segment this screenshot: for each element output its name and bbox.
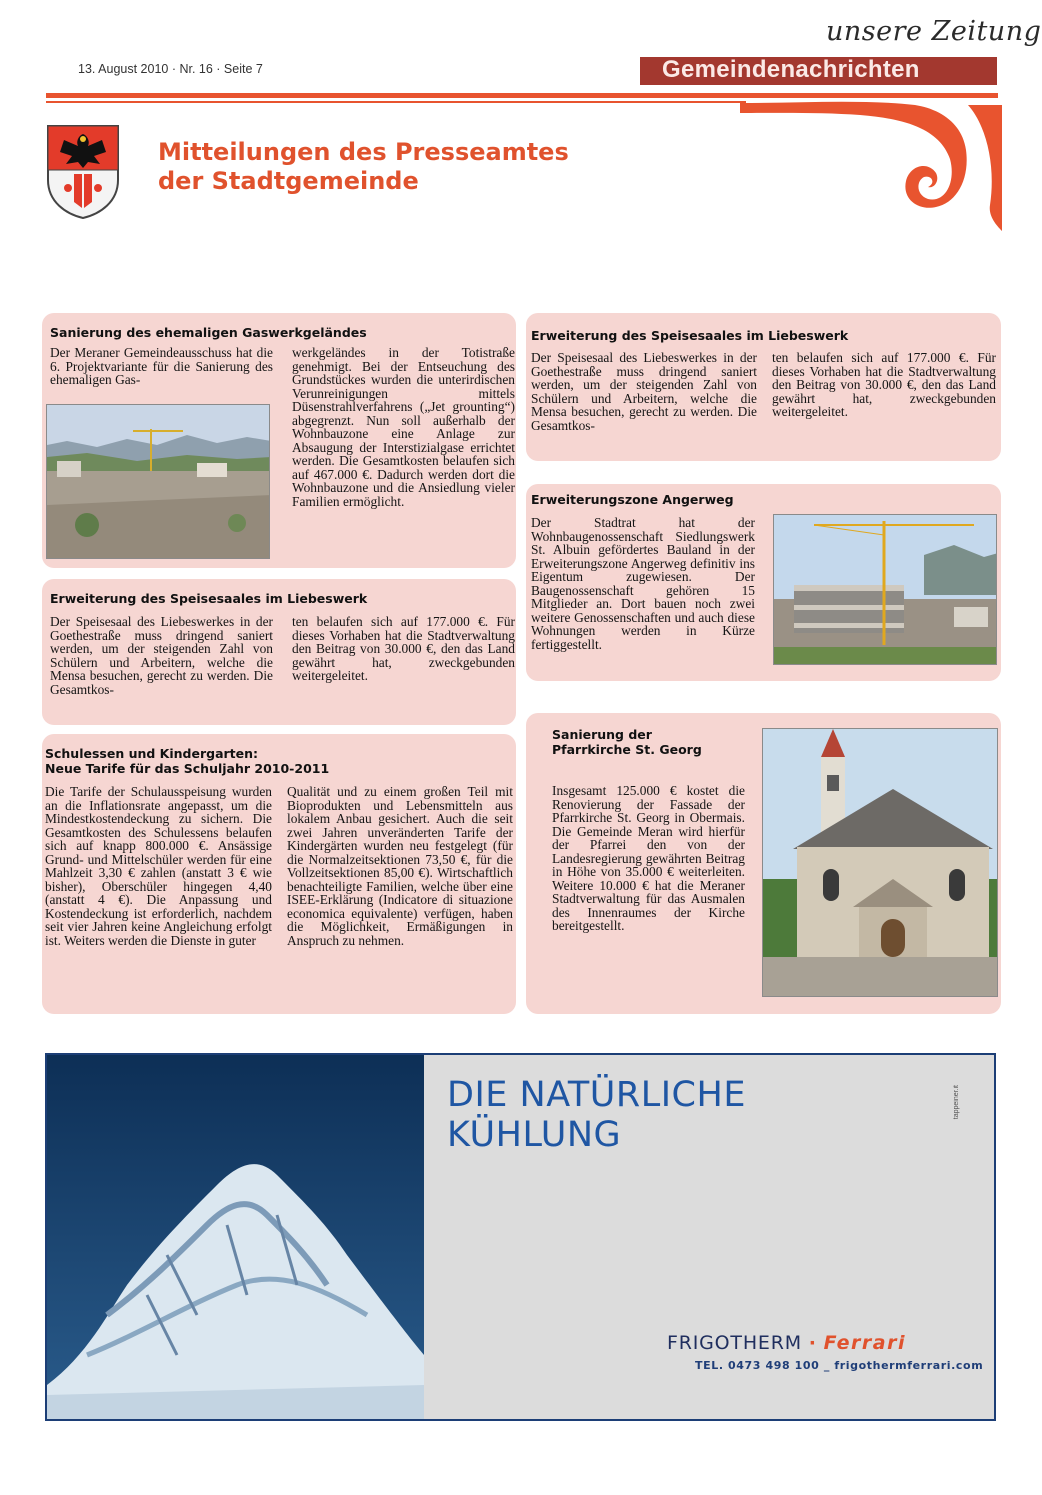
article-angerweg [526, 484, 1001, 681]
article-pfarrkirche [526, 713, 1001, 1014]
ad-company-logo [667, 1332, 906, 1354]
article-column-1: Die Tarife der Schulausspeisung wurden an die Inflationsrate angepasst, um die Mindestkostendeckung zu sichern. Die Gesamtkosten des Schulessens belaufen sich auf knapp 800.000 €. Ansässige Grund- und Mittelschüler werden für eine Mahlzeit 3,30 € zahlen (anstatt 3 € wie bisher), Oberschüler hingegen 4,40 (anstatt 4 €). Die Anpassung und Kostendeckung ist erforderlich, nachdem seit vier Jahren keine Angleichung erfolgt ist. Weiters werden die Dienste in guter [45, 784, 272, 948]
article-title [552, 727, 702, 757]
article-speisesaal-right [526, 313, 1001, 461]
gaswerk-site-photo [46, 404, 270, 559]
ad-headline-line1: DIE NATÜRLICHE [447, 1075, 746, 1115]
ad-agency-credit: tappeiner.it [953, 1085, 960, 1120]
merano-coat-of-arms-icon [44, 122, 122, 220]
pfarrkirche-church-photo [762, 728, 998, 997]
angerweg-construction-photo [773, 514, 997, 665]
ad-company-separator: · [808, 1332, 817, 1354]
article-column-2: ten belaufen sich auf 177.000 €. Für dieses Vorhaben hat die Stadtverwaltung den Beitrag von 30.000 €, den das Land gewährt hat, zweckgebunden weitergeleitet. [292, 614, 515, 683]
article-gaswerk [42, 313, 516, 568]
article-title [45, 746, 329, 776]
ad-company-name-part2: Ferrari [823, 1332, 906, 1354]
article-column-2: werkgeländes in der Totistraße genehmigt. Bei der Entseuchung des Grundstückes wurden die unterirdischen Verunreinigungen mittels Düsenstrahlverfahrens („Jet grounting“) abgegrenzt. Nun soll außerhalb der Wohnbauzone eine Anlage zur Absaugung der Interstizialgase errichtet werden. Die Gesamtkosten belaufen sich auf 467.000 €. Dadurch werden dort die Wohnbauzone und die Ansiedlung vieler Familien ermöglicht. [292, 345, 515, 509]
article-column-1: Der Speisesaal des Liebeswerkes in der Goethestraße muss dringend saniert werden, um der steigenden Zahl von Schülern und Arbeitern, welche die Mensa besuchen, gerecht zu werden. Die Gesamtkos- [531, 350, 757, 433]
article-title: Erweiterungszone Angerweg [531, 492, 734, 507]
newspaper-brand-logo: unsere Zeitung [826, 16, 1042, 47]
ad-glacier-mountain-image [47, 1055, 424, 1419]
article-title: Erweiterung des Speisesaales im Liebeswerk [531, 328, 849, 343]
decorative-swirl-icon [740, 95, 1002, 235]
article-column-1: Der Meraner Gemeindeausschuss hat die 6. Projektvariante für die Sanierung des ehemaligen Gas- [50, 345, 273, 387]
section-label: Gemeindenachrichten [662, 56, 920, 83]
article-title: Sanierung des ehemaligen Gaswerkgeländes [50, 325, 367, 340]
ad-headline-line2: KÜHLUNG [447, 1115, 622, 1155]
page-title-line2: der Stadtgemeinde [158, 167, 419, 195]
article-column-2: Qualität und zu einem großen Teil mit Bioprodukten und Lebensmitteln aus lokalem Anbau gesichert. Auch die seit zwei Jahren unveränderten Tarife der Kindergärten wurden neu festgelegt (für die Normalzeitsektionen 73,50 €, für die Vollzeitsektionen 85,00 €). Wirtschaftlich benachteiligte Familien, welche über eine ISEE-Erklärung (Indicatore di situazione economica equivalente) verfügen, haben die Möglichkeit, Ermäßigungen in Anspruch zu nehmen. [287, 784, 513, 948]
ad-company-name-part1: FRIGOTHERM [667, 1332, 802, 1354]
article-column-1: Insgesamt 125.000 € kostet die Renovierung der Fassade der Pfarrkirche St. Georg in Obermais. Die Gemeinde Meran wird hierfür der Pfarrei den von der Landesregierung gewährten Beitrag in Höhe von 35.000 € weiterleiten. Weitere 10.000 € hat die Meraner Stadtverwaltung für das Ausmalen des Innenraumes der Kirche bereitgestellt. [552, 783, 745, 933]
header-rule-thin [46, 101, 746, 103]
page-title [158, 138, 569, 196]
article-column-1: Der Speisesaal des Liebeswerkes in der Goethestraße muss dringend saniert werden, um der steigenden Zahl von Schülern und Arbeitern, welche die Mensa besuchen, gerecht zu werden. Die Gesamtkos- [50, 614, 273, 697]
ad-headline [447, 1075, 746, 1155]
article-title-line1: Schulessen und Kindergarten: [45, 746, 259, 761]
article-column-2: ten belaufen sich auf 177.000 €. Für dieses Vorhaben hat die Stadtverwaltung den Beitrag von 30.000 €, den das Land gewährt hat, zweckgebunden weitergeleitet. [772, 350, 996, 419]
article-schulessen [42, 734, 516, 1014]
issue-date-line: 13. August 2010 · Nr. 16 · Seite 7 [78, 62, 263, 76]
frigotherm-advertisement[interactable] [45, 1053, 996, 1421]
ad-contact-line: TEL. 0473 498 100 _ frigothermferrari.com [695, 1359, 984, 1372]
article-title: Erweiterung des Speisesaales im Liebeswerk [50, 591, 368, 606]
article-title-line2: Neue Tarife für das Schuljahr 2010-2011 [45, 761, 330, 776]
article-column-1: Der Stadtrat hat der Wohnbaugenossenschaft Siedlungswerk St. Albuin gefördertes Bauland in der Erweiterungszone Angerweg definitiv ins Eigentum zugewiesen. Der Baugenossenschaft gehören 15 Mitglieder an. Dort bauen noch zwei weitere Genossenschaften und auch diese Wohnungen werden in Kürze fertiggestellt. [531, 515, 755, 652]
article-speisesaal-left [42, 579, 516, 725]
article-title-line2: Pfarrkirche St. Georg [552, 742, 702, 757]
page-title-line1: Mitteilungen des Presseamtes [158, 138, 569, 166]
article-title-line1: Sanierung der [552, 727, 652, 742]
